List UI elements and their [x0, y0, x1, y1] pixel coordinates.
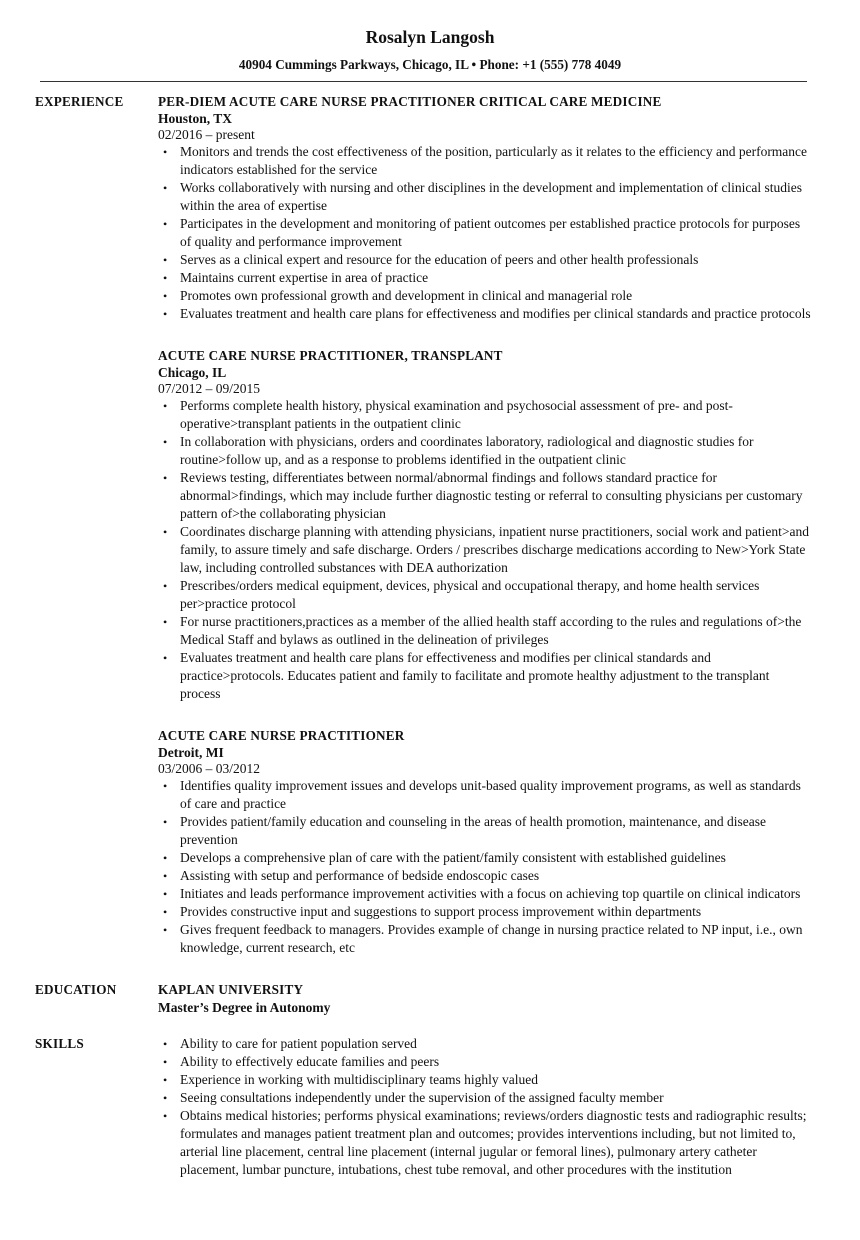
skill-item: • Ability to care for patient population served — [158, 1035, 813, 1053]
bullet-item: • Evaluates treatment and health care plans for effectiveness and modifies per clinical standards and practice protocols — [158, 305, 813, 323]
header-divider — [40, 81, 807, 82]
contact-line: 40904 Cummings Parkways, Chicago, IL • Phone: +1 (555) 778 4049 — [238, 57, 622, 72]
job-title: ACUTE CARE NURSE PRACTITIONER, TRANSPLANT — [158, 348, 503, 363]
job-dates: 02/2016 – present — [158, 127, 255, 142]
job-title: ACUTE CARE NURSE PRACTITIONER — [158, 728, 405, 743]
skill-item: • Seeing consultations independently under the supervision of the assigned faculty member — [158, 1089, 813, 1107]
degree: Master’s Degree in Autonomy — [158, 1000, 331, 1015]
bullet-item: • Provides constructive input and suggestions to support process improvement within departments — [158, 903, 813, 921]
job-dates: 03/2006 – 03/2012 — [158, 761, 261, 776]
experience-section — [35, 93, 860, 957]
job-bullets — [158, 143, 813, 323]
bullet-item: • Monitors and trends the cost effectiveness of the position, particularly as it relates to the efficiency and performance indicators established for the service — [158, 143, 813, 179]
skills-list — [158, 1035, 813, 1179]
skill-item: • Experience in working with multidisciplinary teams highly valued — [158, 1071, 813, 1089]
school-name: KAPLAN UNIVERSITY — [158, 982, 304, 997]
bullet-item: • Develops a comprehensive plan of care with the patient/family consistent with established guidelines — [158, 849, 813, 867]
bullet-item: • Gives frequent feedback to managers. Provides example of change in nursing practice related to NP input, i.e., own knowledge, current research, etc — [158, 921, 813, 957]
bullet-item: • Coordinates discharge planning with attending physicians, inpatient nurse practitioners, social work and patient>and family, to assure timely and safe discharge. Orders / prescribes discharge medications according to New>York State law, including controlled substances with DEA authorization — [158, 523, 813, 577]
bullet-item: • Prescribes/orders medical equipment, devices, physical and occupational therapy, and home health services per>practice protocol — [158, 577, 813, 613]
bullet-item: • Works collaboratively with nursing and other disciplines in the development and implementation of clinical studies within the area of expertise — [158, 179, 813, 215]
skills-section — [35, 1035, 860, 1179]
education-section — [35, 981, 860, 1017]
bullet-item: • Initiates and leads performance improvement activities with a focus on achieving top quartile on clinical indicators — [158, 885, 813, 903]
bullet-item: • Serves as a clinical expert and resource for the education of peers and other health professionals — [158, 251, 813, 269]
section-title-experience: EXPERIENCE — [35, 94, 124, 109]
bullet-item: • Maintains current expertise in area of practice — [158, 269, 813, 287]
section-title-education: EDUCATION — [35, 982, 117, 997]
bullet-item: • Promotes own professional growth and development in clinical and managerial role — [158, 287, 813, 305]
section-title-skills: SKILLS — [35, 1036, 84, 1051]
skill-item: • Ability to effectively educate families and peers — [158, 1053, 813, 1071]
job-title: PER-DIEM ACUTE CARE NURSE PRACTITIONER CRITICAL CARE MEDICINE — [158, 94, 662, 109]
bullet-item: • Assisting with setup and performance of bedside endoscopic cases — [158, 867, 813, 885]
job-location: Chicago, IL — [158, 365, 227, 380]
candidate-name: Rosalyn Langosh — [365, 27, 495, 47]
bullet-item: • Participates in the development and monitoring of patient outcomes per established practice protocols for purposes of quality and performance improvement — [158, 215, 813, 251]
job-location: Detroit, MI — [158, 745, 224, 760]
bullet-item: • Identifies quality improvement issues and develops unit-based quality improvement programs, as well as standards of care and practice — [158, 777, 813, 813]
job-bullets — [158, 397, 813, 703]
job-entry — [158, 93, 813, 323]
bullet-item: • Reviews testing, differentiates between normal/abnormal findings and follows standard practice for abnormal>findings, which may include further diagnostic testing or referral to consulting physicians per customary pattern of>the collaborating physician — [158, 469, 813, 523]
bullet-item: • In collaboration with physicians, orders and coordinates laboratory, radiological and diagnostic studies for routine>follow up, and as a response to problems identified in the outpatient clinic — [158, 433, 813, 469]
bullet-item: • Performs complete health history, physical examination and psychosocial assessment of pre- and post-operative>transplant patients in the outpatient clinic — [158, 397, 813, 433]
job-dates: 07/2012 – 09/2015 — [158, 381, 261, 396]
job-entry — [158, 347, 813, 703]
bullet-item: • For nurse practitioners,practices as a member of the allied health staff according to the rules and regulations of>the Medical Staff and bylaws as outlined in the delineation of privileges — [158, 613, 813, 649]
job-bullets — [158, 777, 813, 957]
resume-header — [0, 0, 860, 73]
job-location: Houston, TX — [158, 111, 233, 126]
skill-item: • Obtains medical histories; performs physical examinations; reviews/orders diagnostic tests and radiographic results; formulates and manages patient treatment plan and outcomes; provides interventions including, but not limited to, arterial line placement, central line placement (internal jugular or femoral lines), pulmonary artery catheter placement, lumbar puncture, intubations, chest tube removal, and other procedures with the institution — [158, 1107, 813, 1179]
bullet-item: • Evaluates treatment and health care plans for effectiveness and modifies per clinical standards and practice>protocols. Educates patient and family to facilitate and promote healthy adjustment to the transplant process — [158, 649, 813, 703]
bullet-item: • Provides patient/family education and counseling in the areas of health promotion, maintenance, and disease prevention — [158, 813, 813, 849]
job-entry — [158, 727, 813, 957]
